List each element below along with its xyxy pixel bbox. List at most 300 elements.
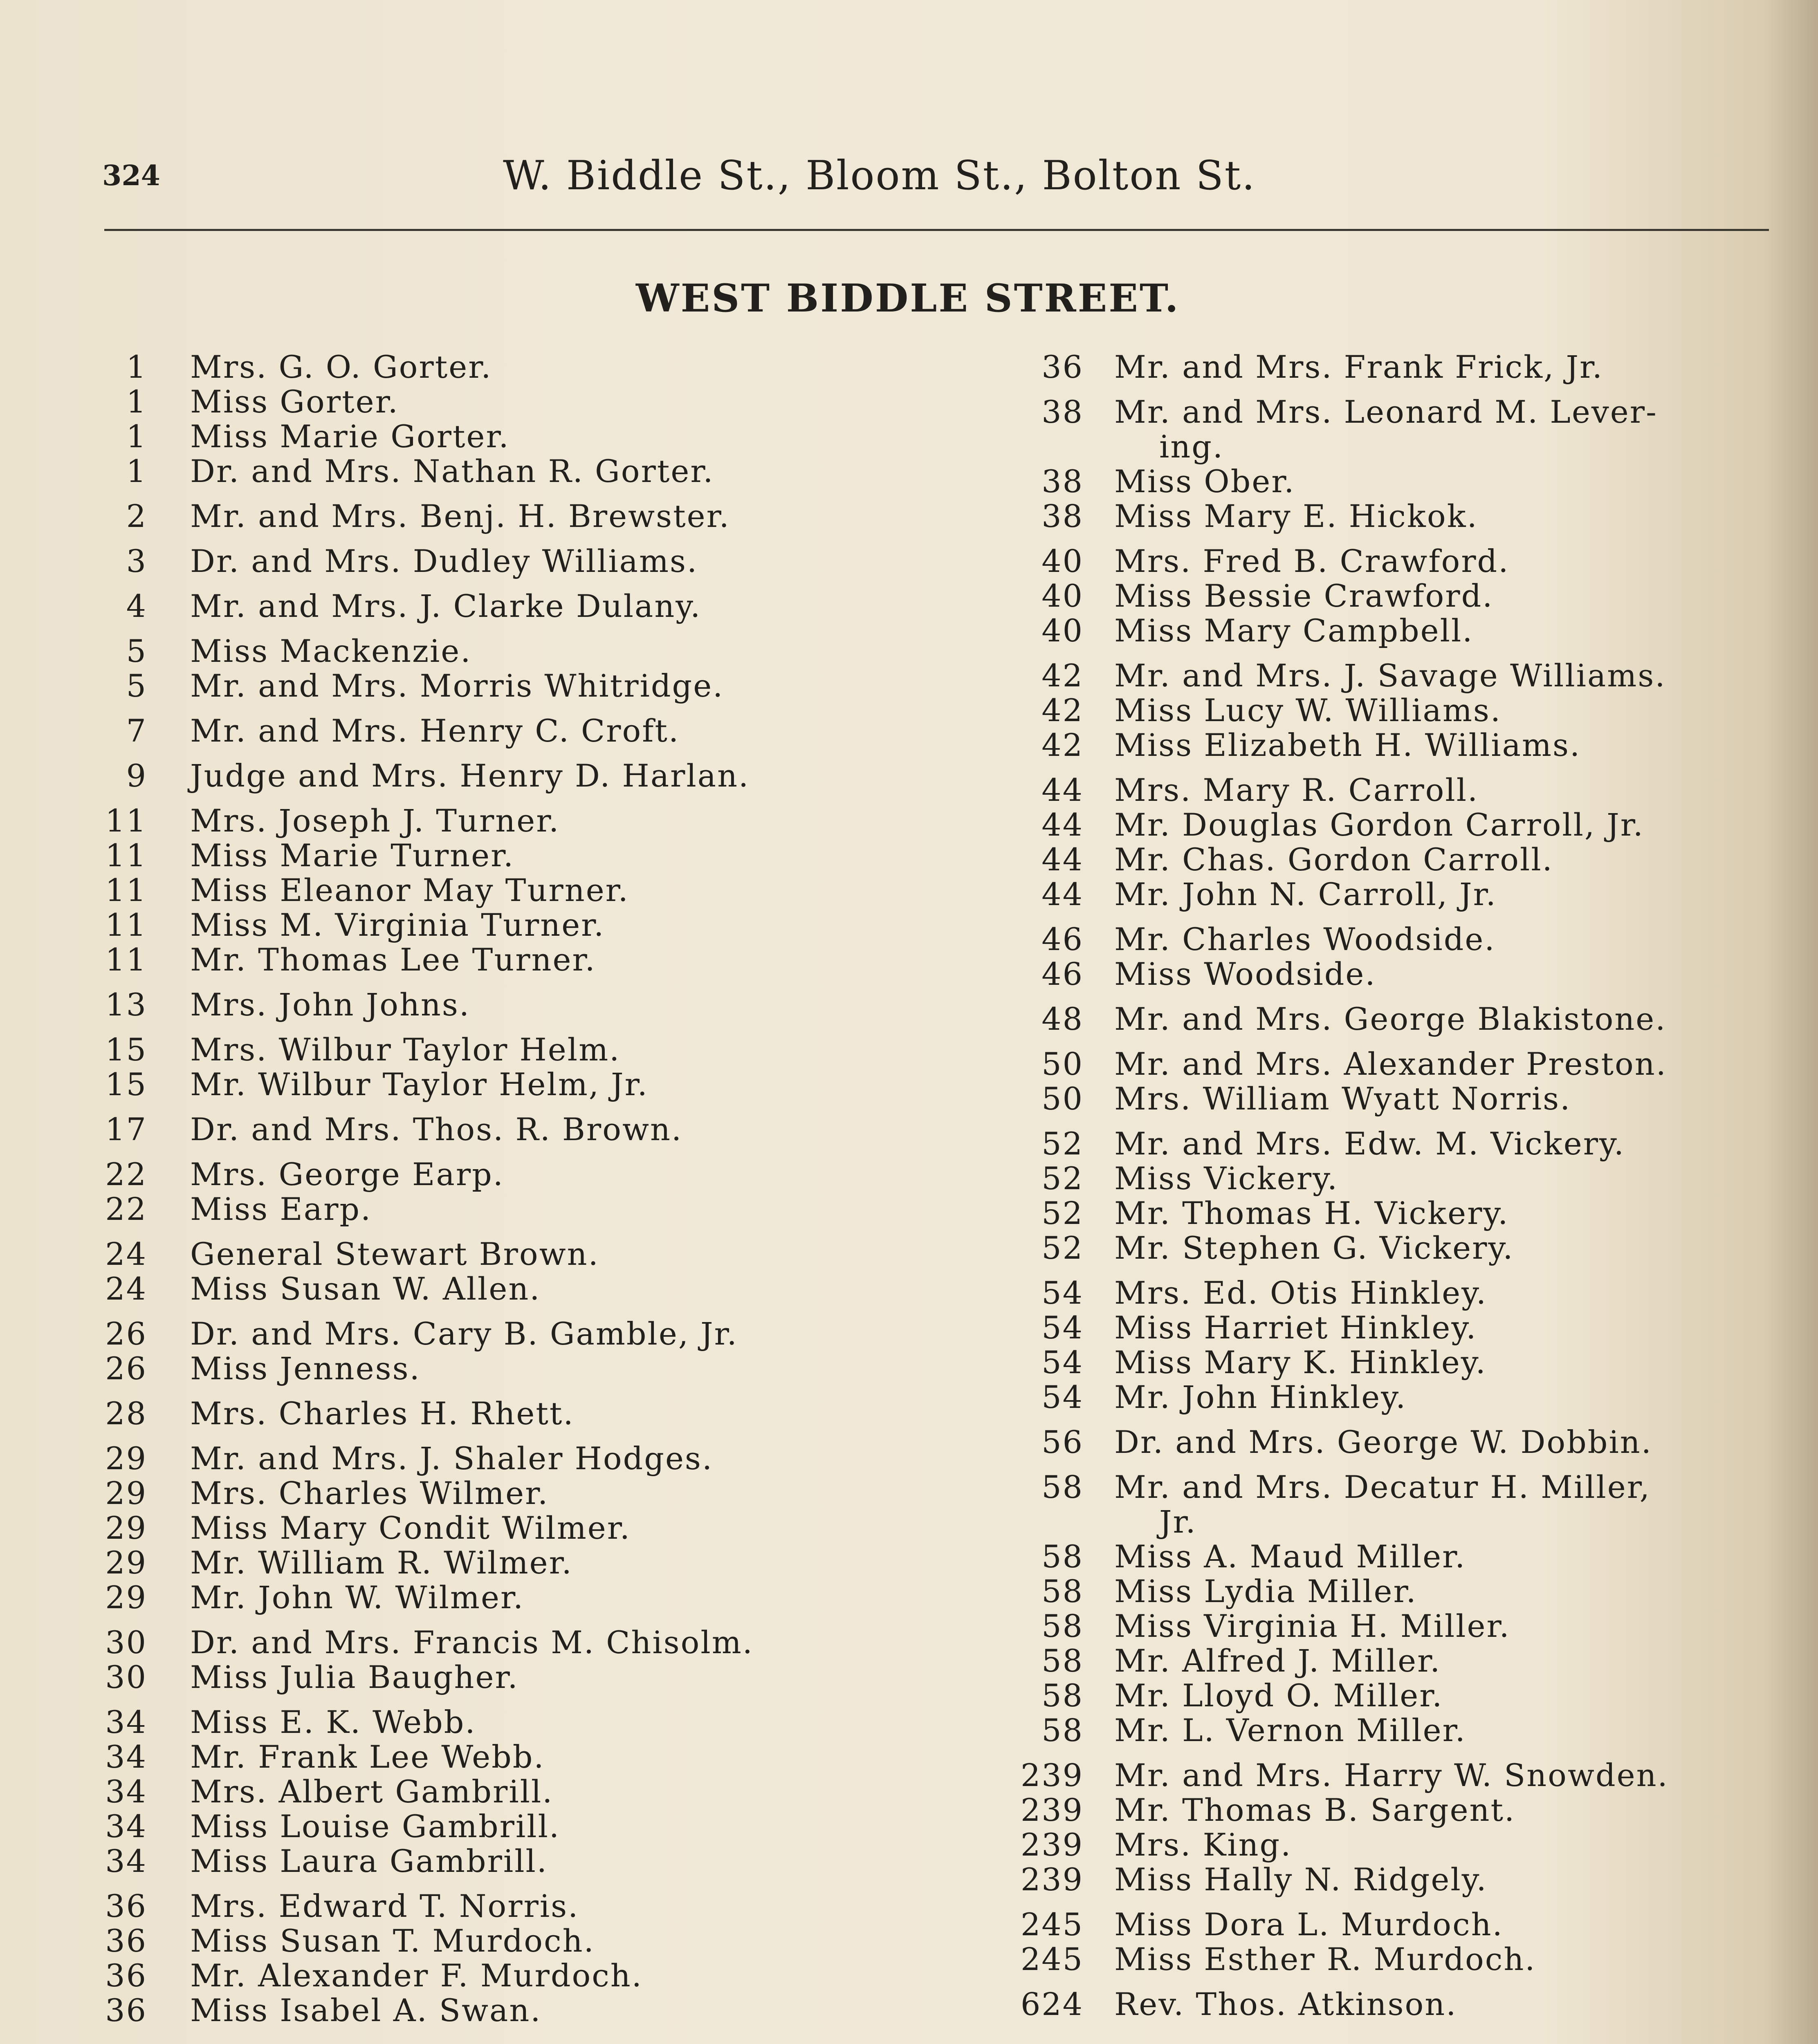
resident-name-text: Miss Gorter. <box>190 383 399 420</box>
directory-entry <box>928 464 1669 499</box>
resident-name-text: Mr. John N. Carroll, Jr. <box>1114 876 1497 912</box>
resident-name-text: Miss Mary Condit Wilmer. <box>190 1510 631 1546</box>
resident-name <box>147 1237 599 1271</box>
resident-name <box>1084 1196 1509 1230</box>
directory-entry <box>57 713 754 748</box>
house-number: 239 <box>1020 1757 1084 1793</box>
directory-entry <box>57 942 754 977</box>
directory-entry <box>928 807 1669 842</box>
directory-entry <box>57 419 754 454</box>
directory-entry <box>57 1545 754 1580</box>
house-number: 44 <box>1041 772 1084 808</box>
resident-name-text: Mrs. King. <box>1114 1827 1292 1863</box>
directory-entry <box>928 728 1669 762</box>
house-number: 1 <box>126 383 147 420</box>
house-number: 56 <box>1041 1424 1084 1460</box>
resident-name <box>147 1396 575 1431</box>
house-number: 50 <box>1041 1080 1084 1117</box>
resident-name <box>1084 1827 1292 1862</box>
resident-name <box>1084 1470 1651 1539</box>
resident-name <box>1084 544 1509 578</box>
house-number: 58 <box>1041 1677 1084 1714</box>
directory-entry <box>57 1237 754 1271</box>
resident-name-text: Mrs. George Earp. <box>190 1156 504 1192</box>
resident-name <box>1084 350 1603 384</box>
house-number: 245 <box>1020 1941 1084 1977</box>
house-number: 58 <box>1041 1538 1084 1575</box>
directory-entry <box>57 668 754 703</box>
directory-entry <box>928 1126 1669 1161</box>
resident-name <box>1084 1574 1417 1609</box>
resident-name-text: Mr. L. Vernon Miller. <box>1114 1712 1466 1748</box>
resident-name-text: Miss Mary K. Hinkley. <box>1114 1344 1487 1381</box>
resident-name <box>147 1705 476 1739</box>
resident-name-text: Mr. Thomas H. Vickery. <box>1114 1195 1509 1231</box>
house-number: 30 <box>105 1659 147 1695</box>
resident-name-text: Mrs. Albert Gambrill. <box>190 1773 554 1810</box>
resident-name-text: Miss Ober. <box>1114 463 1295 500</box>
directory-entry <box>928 1425 1669 1459</box>
resident-name-text: Miss Susan W. Allen. <box>190 1271 541 1307</box>
resident-name-text: Mr. Wilbur Taylor Helm, Jr. <box>190 1066 649 1103</box>
resident-name-text: Mr. Charles Woodside. <box>1114 921 1496 957</box>
house-number: 40 <box>1041 543 1084 579</box>
house-number: 44 <box>1041 807 1084 843</box>
resident-name <box>147 384 399 419</box>
resident-name <box>147 803 560 838</box>
resident-name <box>147 544 698 578</box>
house-number: 29 <box>105 1440 147 1477</box>
resident-name <box>1084 499 1478 533</box>
directory-entry <box>928 1643 1669 1678</box>
resident-name <box>1084 1081 1571 1116</box>
resident-name-text: Dr. and Mrs. Dudley Williams. <box>190 543 698 579</box>
house-number: 58 <box>1041 1712 1084 1748</box>
resident-name-text: Mr. and Mrs. Leonard M. Lever- <box>1114 394 1658 430</box>
resident-name <box>147 1271 541 1306</box>
directory-entry <box>57 1889 754 1923</box>
directory-entry <box>928 1987 1669 2022</box>
house-number: 2 <box>126 498 147 534</box>
directory-entry <box>57 589 754 623</box>
resident-name-text: Miss Laura Gambrill. <box>190 1843 548 1879</box>
house-number: 22 <box>105 1156 147 1192</box>
directory-entry <box>928 1380 1669 1414</box>
resident-name-text: Miss Jenness. <box>190 1350 421 1387</box>
resident-name <box>147 758 750 793</box>
house-number: 54 <box>1041 1275 1084 1311</box>
resident-name-text: Mrs. G. O. Gorter. <box>190 349 492 385</box>
directory-entry <box>57 499 754 533</box>
resident-name <box>1084 1907 1504 1942</box>
directory-entry <box>928 1047 1669 1081</box>
resident-name <box>1084 1126 1625 1161</box>
directory-entry <box>57 1580 754 1615</box>
resident-name <box>147 1844 548 1878</box>
resident-name <box>1084 1713 1466 1748</box>
resident-name-text: Miss Woodside. <box>1114 956 1376 992</box>
resident-name <box>1084 957 1376 991</box>
resident-name-text: Mr. and Mrs. J. Clarke Dulany. <box>190 588 702 624</box>
directory-entry <box>928 842 1669 877</box>
directory-entry <box>928 877 1669 912</box>
resident-name <box>1084 842 1553 877</box>
directory-entry <box>57 1351 754 1386</box>
resident-name-text: Miss A. Maud Miller. <box>1114 1538 1466 1575</box>
directory-entry <box>57 1705 754 1739</box>
house-number: 36 <box>105 1923 147 1959</box>
directory-entry <box>928 350 1669 384</box>
house-number: 52 <box>1041 1230 1084 1266</box>
resident-name <box>147 1580 524 1615</box>
resident-name-text: Dr. and Mrs. Cary B. Gamble, Jr. <box>190 1316 738 1352</box>
house-number: 11 <box>105 802 147 839</box>
house-number: 4 <box>126 588 147 624</box>
house-number: 46 <box>1041 921 1084 957</box>
resident-name <box>1084 773 1479 807</box>
resident-name <box>147 454 714 489</box>
directory-entry <box>57 1958 754 1993</box>
resident-name <box>1084 1643 1441 1678</box>
directory-entry <box>57 1774 754 1809</box>
resident-name <box>147 419 510 454</box>
resident-name-text: Mr. and Mrs. Alexander Preston. <box>1114 1046 1667 1082</box>
house-number: 34 <box>105 1808 147 1845</box>
resident-name <box>1084 578 1493 613</box>
directory-entry <box>928 394 1669 464</box>
west-biddle-right-column <box>928 350 1669 2022</box>
directory-entry <box>57 873 754 908</box>
resident-name-text: Mr. John W. Wilmer. <box>190 1579 525 1616</box>
resident-name-text: Miss Hally N. Ridgely. <box>1114 1861 1488 1898</box>
directory-entry <box>928 1002 1669 1036</box>
house-number: 34 <box>105 1843 147 1879</box>
resident-name <box>1084 807 1644 842</box>
resident-name <box>147 873 629 908</box>
directory-entry <box>928 957 1669 991</box>
directory-entry <box>57 1625 754 1660</box>
resident-name-continuation: Jr. <box>1159 1504 1197 1540</box>
house-number: 9 <box>126 758 147 794</box>
resident-name <box>147 838 514 873</box>
directory-entry <box>57 454 754 489</box>
resident-name-text: Miss M. Virginia Turner. <box>190 907 605 943</box>
resident-name-text: Miss Lydia Miller. <box>1114 1573 1417 1609</box>
resident-name <box>1084 1047 1667 1081</box>
house-number: 29 <box>105 1510 147 1546</box>
directory-entry <box>57 1511 754 1545</box>
resident-name <box>1084 394 1658 464</box>
directory-entry <box>928 1758 1669 1793</box>
directory-entry <box>928 658 1669 693</box>
resident-name-text: Miss Earp. <box>190 1191 372 1227</box>
house-number: 17 <box>105 1111 147 1148</box>
directory-entry <box>928 922 1669 957</box>
house-number: 54 <box>1041 1309 1084 1346</box>
resident-name-text: Mr. and Mrs. Frank Frick, Jr. <box>1114 349 1604 385</box>
house-number: 40 <box>1041 612 1084 649</box>
house-number: 5 <box>126 668 147 704</box>
resident-name <box>147 634 471 668</box>
resident-name-text: Miss Susan T. Murdoch. <box>190 1923 595 1959</box>
resident-name <box>1084 1987 1457 2022</box>
directory-entry <box>928 1161 1669 1196</box>
resident-name <box>1084 1380 1407 1414</box>
resident-name-text: Mrs. Mary R. Carroll. <box>1114 772 1479 808</box>
resident-name-text: Dr. and Mrs. George W. Dobbin. <box>1114 1424 1652 1460</box>
resident-name-text: Mr. Thomas B. Sargent. <box>1114 1792 1516 1828</box>
house-number: 42 <box>1041 727 1084 763</box>
directory-entry <box>57 1157 754 1192</box>
directory-entry <box>928 1230 1669 1265</box>
resident-name <box>147 1545 573 1580</box>
resident-name <box>1084 1539 1466 1574</box>
resident-name <box>147 987 470 1022</box>
resident-name-text: Miss Mary E. Hickok. <box>1114 498 1478 534</box>
directory-entry <box>928 1574 1669 1609</box>
resident-name-text: Mr. and Mrs. J. Savage Williams. <box>1114 657 1666 694</box>
directory-entry <box>928 1862 1669 1897</box>
directory-entry <box>57 350 754 384</box>
resident-name <box>147 1660 519 1694</box>
house-number: 29 <box>105 1544 147 1581</box>
house-number: 26 <box>105 1316 147 1352</box>
house-number: 34 <box>105 1704 147 1740</box>
resident-name-text: Miss Marie Gorter. <box>190 418 510 455</box>
resident-name <box>147 668 724 703</box>
resident-name <box>147 1958 643 1993</box>
house-number: 24 <box>105 1271 147 1307</box>
directory-entry <box>57 1112 754 1147</box>
resident-name-text: Miss Louise Gambrill. <box>190 1808 561 1845</box>
resident-name <box>147 1157 504 1192</box>
house-number: 5 <box>126 633 147 669</box>
directory-entry <box>57 803 754 838</box>
directory-entry <box>57 1396 754 1431</box>
resident-name <box>1084 1002 1666 1036</box>
resident-name-text: Mr. and Mrs. Benj. H. Brewster. <box>190 498 730 534</box>
house-number: 52 <box>1041 1125 1084 1162</box>
directory-entry <box>57 1067 754 1102</box>
running-title: W. Biddle St., Bloom St., Bolton St. <box>503 152 1256 199</box>
directory-entry <box>928 1827 1669 1862</box>
resident-name-text: Miss Eleanor May Turner. <box>190 872 629 908</box>
house-number: 48 <box>1041 1001 1084 1037</box>
house-number: 38 <box>1041 394 1084 430</box>
directory-entry <box>57 1993 754 2028</box>
resident-name-text: Mrs. Charles Wilmer. <box>190 1475 549 1511</box>
resident-name-text: Dr. and Mrs. Francis M. Chisolm. <box>190 1624 754 1661</box>
house-number: 42 <box>1041 692 1084 728</box>
west-biddle-left-column <box>57 350 754 2028</box>
house-number: 1 <box>126 418 147 455</box>
directory-entry <box>928 1678 1669 1713</box>
header-rule <box>104 229 1769 231</box>
directory-entry <box>57 1844 754 1878</box>
resident-name-text: Dr. and Mrs. Thos. R. Brown. <box>190 1111 683 1148</box>
resident-name <box>147 1351 421 1386</box>
house-number: 239 <box>1020 1827 1084 1863</box>
resident-name <box>147 1067 649 1102</box>
resident-name-text: Miss Julia Baugher. <box>190 1659 519 1695</box>
house-number: 11 <box>105 872 147 908</box>
resident-name <box>147 1511 631 1545</box>
directory-entry <box>57 1441 754 1476</box>
resident-name <box>1084 1862 1488 1897</box>
resident-name-text: Mr. and Mrs. George Blakistone. <box>1114 1001 1667 1037</box>
resident-name <box>1084 1793 1515 1827</box>
resident-name-text: Mrs. Fred B. Crawford. <box>1114 543 1510 579</box>
house-number: 28 <box>105 1395 147 1432</box>
resident-name <box>147 499 730 533</box>
directory-entry <box>928 1793 1669 1827</box>
house-number: 11 <box>105 837 147 874</box>
house-number: 54 <box>1041 1344 1084 1381</box>
house-number: 36 <box>1041 349 1084 385</box>
directory-entry <box>57 1809 754 1844</box>
resident-name <box>147 350 492 384</box>
resident-name <box>147 1809 560 1844</box>
house-number: 15 <box>105 1066 147 1103</box>
resident-name <box>147 1441 713 1476</box>
directory-entry <box>57 384 754 419</box>
resident-name <box>1084 1425 1652 1459</box>
resident-name-text: Mr. Chas. Gordon Carroll. <box>1114 841 1553 878</box>
resident-name <box>1084 1230 1514 1265</box>
directory-entry <box>928 1609 1669 1643</box>
resident-name-text: Mr. Frank Lee Webb. <box>190 1739 545 1775</box>
house-number: 29 <box>105 1475 147 1511</box>
house-number: 42 <box>1041 657 1084 694</box>
resident-name <box>1084 693 1502 728</box>
house-number: 245 <box>1020 1906 1084 1943</box>
resident-name <box>1084 1345 1487 1380</box>
house-number: 36 <box>105 1957 147 1994</box>
resident-name-text: Mr. Lloyd O. Miller. <box>1114 1677 1443 1714</box>
house-number: 38 <box>1041 463 1084 500</box>
directory-entry <box>928 1310 1669 1345</box>
directory-entry <box>928 499 1669 533</box>
resident-name <box>147 1112 682 1147</box>
directory-entry <box>928 693 1669 728</box>
resident-name-text: Miss Virginia H. Miller. <box>1114 1608 1511 1644</box>
house-number: 7 <box>126 713 147 749</box>
house-number: 11 <box>105 907 147 943</box>
resident-name <box>147 1889 579 1923</box>
directory-entry <box>928 773 1669 807</box>
house-number: 1 <box>126 349 147 385</box>
resident-name <box>1084 1609 1511 1643</box>
resident-name <box>147 1192 372 1226</box>
house-number: 624 <box>1020 1986 1084 2022</box>
house-number: 40 <box>1041 578 1084 614</box>
house-number: 38 <box>1041 498 1084 534</box>
directory-entry <box>57 1192 754 1226</box>
resident-name <box>147 713 680 748</box>
resident-name-text: Mr. William R. Wilmer. <box>190 1544 573 1581</box>
resident-name <box>1084 1161 1338 1196</box>
house-number: 239 <box>1020 1861 1084 1898</box>
directory-entry <box>57 544 754 578</box>
resident-name <box>147 1739 545 1774</box>
directory-entry <box>928 1942 1669 1977</box>
house-number: 44 <box>1041 876 1084 912</box>
resident-name-text: Mrs. Charles H. Rhett. <box>190 1395 575 1432</box>
resident-name-text: Miss Mackenzie. <box>190 633 472 669</box>
directory-entry <box>57 1316 754 1351</box>
resident-name-text: Mr. and Mrs. Edw. M. Vickery. <box>1114 1125 1625 1162</box>
directory-entry <box>57 634 754 668</box>
resident-name <box>1084 728 1581 762</box>
directory-entry <box>57 1032 754 1067</box>
resident-name-text: Mr. and Mrs. Decatur H. Miller, <box>1114 1469 1651 1505</box>
house-number: 29 <box>105 1579 147 1616</box>
resident-name <box>1084 1758 1669 1793</box>
resident-name-text: Miss Lucy W. Williams. <box>1114 692 1502 728</box>
resident-name <box>147 589 701 623</box>
section-heading-west-biddle: WEST BIDDLE STREET. <box>636 276 1180 321</box>
house-number: 1 <box>126 453 147 489</box>
house-number: 52 <box>1041 1160 1084 1197</box>
resident-name <box>1084 613 1473 648</box>
resident-name-text: Miss Harriet Hinkley. <box>1114 1309 1477 1346</box>
directory-entry <box>57 1476 754 1511</box>
house-number: 54 <box>1041 1379 1084 1415</box>
resident-name-text: Miss Isabel A. Swan. <box>190 1992 542 2028</box>
house-number: 58 <box>1041 1643 1084 1679</box>
resident-name <box>147 1476 549 1511</box>
house-number: 26 <box>105 1350 147 1387</box>
resident-name-text: Mr. Alexander F. Murdoch. <box>190 1957 643 1994</box>
resident-name-text: Mrs. William Wyatt Norris. <box>1114 1080 1571 1117</box>
resident-name-text: Mr. Stephen G. Vickery. <box>1114 1230 1514 1266</box>
directory-entry <box>928 1345 1669 1380</box>
directory-entry <box>57 838 754 873</box>
house-number: 50 <box>1041 1046 1084 1082</box>
house-number: 34 <box>105 1773 147 1810</box>
directory-entry <box>928 1470 1669 1539</box>
house-number: 13 <box>105 986 147 1023</box>
directory-entry <box>928 1196 1669 1230</box>
resident-name-text: Dr. and Mrs. Nathan R. Gorter. <box>190 453 714 489</box>
resident-name <box>147 1774 553 1809</box>
house-number: 58 <box>1041 1573 1084 1609</box>
house-number: 3 <box>126 543 147 579</box>
house-number: 44 <box>1041 841 1084 878</box>
resident-name <box>1084 1678 1443 1713</box>
resident-name <box>1084 658 1666 693</box>
directory-entry <box>928 1539 1669 1574</box>
resident-name-text: Miss Esther R. Murdoch. <box>1114 1941 1536 1977</box>
resident-name <box>1084 1275 1487 1310</box>
resident-name <box>1084 1310 1477 1345</box>
house-number: 52 <box>1041 1195 1084 1231</box>
resident-name-text: Miss Vickery. <box>1114 1160 1339 1197</box>
directory-entry <box>928 578 1669 613</box>
directory-entry <box>928 1713 1669 1748</box>
resident-name-text: Mrs. John Johns. <box>190 986 471 1023</box>
resident-name-text: Miss Dora L. Murdoch. <box>1114 1906 1504 1943</box>
resident-name-text: General Stewart Brown. <box>190 1236 599 1272</box>
directory-entry <box>57 987 754 1022</box>
resident-name-text: Miss Marie Turner. <box>190 837 515 874</box>
directory-entry <box>928 613 1669 648</box>
resident-name <box>1084 877 1497 912</box>
house-number: 34 <box>105 1739 147 1775</box>
house-number: 11 <box>105 941 147 978</box>
house-number: 46 <box>1041 956 1084 992</box>
resident-name <box>1084 1942 1536 1977</box>
